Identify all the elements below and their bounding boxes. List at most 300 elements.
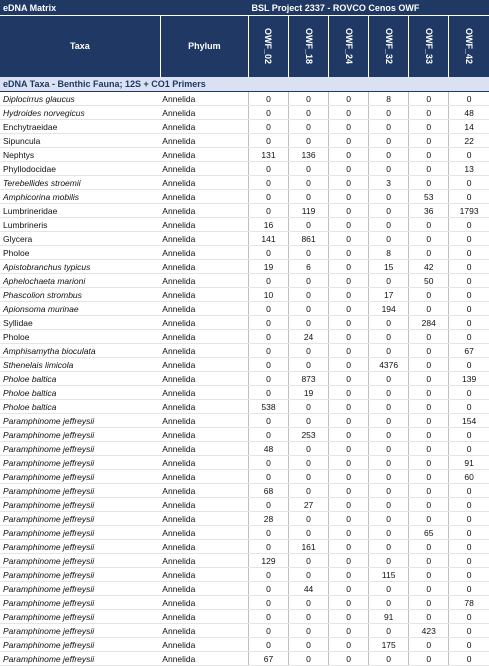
count-cell: 161 <box>289 540 329 554</box>
taxon-cell: Paramphinome jeffreysii <box>0 526 160 540</box>
taxon-cell: Paramphinome jeffreysii <box>0 442 160 456</box>
count-cell: 0 <box>329 526 369 540</box>
section-header-row <box>0 77 489 92</box>
count-cell: 0 <box>369 498 409 512</box>
table-row <box>0 610 489 624</box>
count-cell: 0 <box>329 652 369 666</box>
count-cell: 78 <box>449 596 489 610</box>
count-cell: 0 <box>409 386 449 400</box>
count-cell: 0 <box>409 232 449 246</box>
count-cell: 0 <box>409 92 449 106</box>
section-label: eDNA Taxa - Benthic Fauna; 12S + CO1 Primers <box>0 77 489 92</box>
count-cell: 0 <box>289 344 329 358</box>
table-row <box>0 568 489 582</box>
count-cell: 0 <box>329 610 369 624</box>
taxon-cell: Paramphinome jeffreysii <box>0 624 160 638</box>
count-cell: 0 <box>409 610 449 624</box>
count-cell: 0 <box>449 526 489 540</box>
count-cell: 0 <box>369 330 409 344</box>
count-cell: 0 <box>409 358 449 372</box>
count-cell: 0 <box>329 330 369 344</box>
phylum-cell: Annelida <box>160 568 248 582</box>
count-cell: 0 <box>329 316 369 330</box>
sample-column-header <box>449 16 489 77</box>
count-cell: 0 <box>248 624 288 638</box>
count-cell: 0 <box>329 442 369 456</box>
table-row <box>0 400 489 414</box>
count-cell: 67 <box>248 652 288 666</box>
count-cell: 0 <box>409 246 449 260</box>
count-cell: 0 <box>289 568 329 582</box>
table-row <box>0 470 489 484</box>
count-cell: 0 <box>409 554 449 568</box>
sample-label: OWF_32 <box>383 27 394 65</box>
taxon-cell: Glycera <box>0 232 160 246</box>
count-cell: 0 <box>369 148 409 162</box>
count-cell: 0 <box>409 344 449 358</box>
taxon-cell: Paramphinome jeffreysii <box>0 498 160 512</box>
column-header-row <box>0 16 489 77</box>
phylum-cell: Annelida <box>160 92 248 106</box>
table-row <box>0 484 489 498</box>
count-cell: 0 <box>409 106 449 120</box>
table-row <box>0 218 489 232</box>
count-cell: 0 <box>289 400 329 414</box>
count-cell: 0 <box>369 344 409 358</box>
table-row <box>0 456 489 470</box>
count-cell: 60 <box>449 470 489 484</box>
count-cell: 0 <box>289 358 329 372</box>
count-cell: 68 <box>248 484 288 498</box>
count-cell: 0 <box>409 568 449 582</box>
count-cell: 10 <box>248 288 288 302</box>
taxa-column-header: Taxa <box>0 16 160 77</box>
count-cell: 0 <box>449 274 489 288</box>
taxon-cell: Phascolion strombus <box>0 288 160 302</box>
count-cell: 0 <box>369 400 409 414</box>
table-row <box>0 498 489 512</box>
count-cell: 141 <box>248 232 288 246</box>
count-cell: 0 <box>409 456 449 470</box>
taxon-cell: Paramphinome jeffreysii <box>0 568 160 582</box>
count-cell: 0 <box>329 470 369 484</box>
count-cell: 0 <box>409 582 449 596</box>
count-cell: 0 <box>329 246 369 260</box>
count-cell: 0 <box>289 162 329 176</box>
count-cell: 0 <box>449 442 489 456</box>
phylum-cell: Annelida <box>160 470 248 484</box>
count-cell: 115 <box>369 568 409 582</box>
count-cell: 0 <box>449 358 489 372</box>
table-row <box>0 358 489 372</box>
count-cell: 0 <box>409 148 449 162</box>
table-row <box>0 190 489 204</box>
count-cell: 0 <box>409 442 449 456</box>
count-cell: 423 <box>409 624 449 638</box>
count-cell: 0 <box>289 512 329 526</box>
count-cell: 0 <box>329 484 369 498</box>
matrix-label: eDNA Matrix <box>0 0 248 16</box>
count-cell: 0 <box>449 148 489 162</box>
sample-label: OWF_24 <box>343 27 354 65</box>
sample-column-header <box>409 16 449 77</box>
count-cell: 0 <box>409 596 449 610</box>
count-cell: 0 <box>369 470 409 484</box>
count-cell: 0 <box>289 442 329 456</box>
phylum-cell: Annelida <box>160 582 248 596</box>
count-cell: 0 <box>289 638 329 652</box>
count-cell: 0 <box>409 120 449 134</box>
count-cell: 0 <box>449 498 489 512</box>
sample-column-header <box>369 16 409 77</box>
count-cell: 0 <box>248 274 288 288</box>
count-cell: 284 <box>409 316 449 330</box>
count-cell: 0 <box>409 540 449 554</box>
count-cell: 0 <box>409 470 449 484</box>
taxon-cell: Paramphinome jeffreysii <box>0 610 160 624</box>
count-cell: 0 <box>329 540 369 554</box>
table-row <box>0 260 489 274</box>
count-cell: 136 <box>289 148 329 162</box>
count-cell: 0 <box>329 358 369 372</box>
count-cell: 0 <box>248 428 288 442</box>
count-cell: 0 <box>248 596 288 610</box>
count-cell: 0 <box>409 134 449 148</box>
count-cell: 67 <box>449 344 489 358</box>
count-cell: 0 <box>409 330 449 344</box>
count-cell: 0 <box>248 162 288 176</box>
count-cell: 0 <box>289 302 329 316</box>
count-cell: 0 <box>409 428 449 442</box>
table-row <box>0 92 489 106</box>
count-cell: 91 <box>449 456 489 470</box>
phylum-cell: Annelida <box>160 386 248 400</box>
count-cell: 0 <box>369 190 409 204</box>
count-cell: 8 <box>369 246 409 260</box>
count-cell: 0 <box>248 638 288 652</box>
count-cell: 50 <box>409 274 449 288</box>
count-cell: 0 <box>329 162 369 176</box>
phylum-cell: Annelida <box>160 484 248 498</box>
count-cell: 6 <box>289 260 329 274</box>
phylum-cell: Annelida <box>160 554 248 568</box>
phylum-cell: Annelida <box>160 316 248 330</box>
count-cell: 0 <box>449 400 489 414</box>
count-cell: 0 <box>409 372 449 386</box>
phylum-cell: Annelida <box>160 442 248 456</box>
phylum-cell: Annelida <box>160 526 248 540</box>
count-cell: 0 <box>369 204 409 218</box>
count-cell: 0 <box>248 498 288 512</box>
count-cell: 0 <box>329 232 369 246</box>
count-cell: 0 <box>369 134 409 148</box>
taxon-cell: Paramphinome jeffreysii <box>0 540 160 554</box>
phylum-cell: Annelida <box>160 120 248 134</box>
taxon-cell: Pholoe baltica <box>0 400 160 414</box>
count-cell: 0 <box>248 92 288 106</box>
count-cell: 0 <box>369 582 409 596</box>
count-cell: 0 <box>329 134 369 148</box>
count-cell: 0 <box>369 386 409 400</box>
phylum-cell: Annelida <box>160 512 248 526</box>
taxon-cell: Lumbrineris <box>0 218 160 232</box>
count-cell: 0 <box>329 456 369 470</box>
count-cell: 0 <box>449 610 489 624</box>
count-cell: 131 <box>248 148 288 162</box>
table-row <box>0 204 489 218</box>
count-cell: 0 <box>248 176 288 190</box>
count-cell: 0 <box>248 190 288 204</box>
count-cell: 0 <box>289 134 329 148</box>
count-cell: 538 <box>248 400 288 414</box>
sample-label: OWF_18 <box>303 27 314 65</box>
count-cell: 0 <box>369 652 409 666</box>
count-cell: 0 <box>449 638 489 652</box>
count-cell: 0 <box>248 414 288 428</box>
table-row <box>0 386 489 400</box>
count-cell: 0 <box>329 274 369 288</box>
table-row <box>0 120 489 134</box>
phylum-cell: Annelida <box>160 428 248 442</box>
count-cell: 0 <box>329 302 369 316</box>
count-cell: 0 <box>289 288 329 302</box>
phylum-column-header: Phylum <box>160 16 248 77</box>
count-cell: 0 <box>369 428 409 442</box>
count-cell: 65 <box>409 526 449 540</box>
table-row <box>0 232 489 246</box>
table-row <box>0 582 489 596</box>
count-cell: 0 <box>449 232 489 246</box>
table-row <box>0 134 489 148</box>
phylum-cell: Annelida <box>160 456 248 470</box>
count-cell: 0 <box>289 484 329 498</box>
count-cell: 0 <box>449 302 489 316</box>
count-cell: 0 <box>449 582 489 596</box>
taxon-cell: Apistobranchus typicus <box>0 260 160 274</box>
table-row <box>0 442 489 456</box>
count-cell: 0 <box>289 274 329 288</box>
count-cell: 139 <box>449 372 489 386</box>
taxon-cell: Hydroides norvegicus <box>0 106 160 120</box>
taxon-cell: Paramphinome jeffreysii <box>0 428 160 442</box>
count-cell: 0 <box>449 624 489 638</box>
count-cell: 0 <box>369 274 409 288</box>
sample-column-header <box>329 16 369 77</box>
table-row <box>0 288 489 302</box>
count-cell: 0 <box>248 582 288 596</box>
count-cell: 0 <box>409 302 449 316</box>
count-cell: 0 <box>248 372 288 386</box>
phylum-cell: Annelida <box>160 638 248 652</box>
count-cell: 0 <box>289 624 329 638</box>
table-row <box>0 624 489 638</box>
count-cell: 0 <box>329 638 369 652</box>
count-cell: 0 <box>329 372 369 386</box>
count-cell: 0 <box>369 316 409 330</box>
count-cell: 0 <box>449 246 489 260</box>
count-cell: 0 <box>248 120 288 134</box>
phylum-cell: Annelida <box>160 134 248 148</box>
table-row <box>0 316 489 330</box>
data-rows <box>0 92 489 666</box>
count-cell: 119 <box>289 204 329 218</box>
taxon-cell: Paramphinome jeffreysii <box>0 414 160 428</box>
count-cell: 0 <box>369 442 409 456</box>
taxon-cell: Paramphinome jeffreysii <box>0 512 160 526</box>
count-cell: 0 <box>449 288 489 302</box>
phylum-cell: Annelida <box>160 302 248 316</box>
count-cell: 0 <box>449 484 489 498</box>
phylum-cell: Annelida <box>160 358 248 372</box>
count-cell: 0 <box>329 568 369 582</box>
count-cell: 91 <box>369 610 409 624</box>
count-cell: 0 <box>289 246 329 260</box>
phylum-cell: Annelida <box>160 204 248 218</box>
phylum-cell: Annelida <box>160 176 248 190</box>
count-cell: 0 <box>248 330 288 344</box>
taxon-cell: Nephtys <box>0 148 160 162</box>
count-cell: 873 <box>289 372 329 386</box>
count-cell: 3 <box>369 176 409 190</box>
count-cell: 0 <box>449 386 489 400</box>
count-cell: 13 <box>449 162 489 176</box>
count-cell: 253 <box>289 428 329 442</box>
table-row <box>0 414 489 428</box>
project-label: BSL Project 2337 - ROVCO Cenos OWF <box>248 0 489 16</box>
count-cell: 0 <box>248 470 288 484</box>
phylum-cell: Annelida <box>160 400 248 414</box>
count-cell: 0 <box>248 316 288 330</box>
count-cell: 4376 <box>369 358 409 372</box>
count-cell: 8 <box>369 92 409 106</box>
taxon-cell: Lumbrineridae <box>0 204 160 218</box>
table-row <box>0 540 489 554</box>
count-cell: 0 <box>449 428 489 442</box>
count-cell: 0 <box>329 386 369 400</box>
count-cell: 0 <box>369 624 409 638</box>
count-cell: 0 <box>449 218 489 232</box>
count-cell: 0 <box>329 582 369 596</box>
count-cell: 0 <box>329 190 369 204</box>
count-cell: 0 <box>369 232 409 246</box>
count-cell: 0 <box>329 498 369 512</box>
count-cell: 0 <box>409 484 449 498</box>
sample-label: OWF_42 <box>464 27 475 65</box>
count-cell: 0 <box>329 204 369 218</box>
table-row <box>0 246 489 260</box>
count-cell: 194 <box>369 302 409 316</box>
phylum-cell: Annelida <box>160 498 248 512</box>
taxon-cell: Pholoe baltica <box>0 386 160 400</box>
taxon-cell: Pholoe <box>0 246 160 260</box>
count-cell: 0 <box>329 428 369 442</box>
taxon-cell: Terebellides stroemii <box>0 176 160 190</box>
phylum-cell: Annelida <box>160 344 248 358</box>
count-cell: 0 <box>289 414 329 428</box>
phylum-cell: Annelida <box>160 106 248 120</box>
sample-label: OWF_02 <box>263 27 274 65</box>
table-row <box>0 148 489 162</box>
count-cell: 0 <box>329 400 369 414</box>
count-cell: 0 <box>409 512 449 526</box>
count-cell: 0 <box>329 512 369 526</box>
count-cell: 0 <box>369 484 409 498</box>
count-cell: 0 <box>329 554 369 568</box>
count-cell: 0 <box>409 638 449 652</box>
phylum-cell: Annelida <box>160 218 248 232</box>
table-row <box>0 596 489 610</box>
count-cell: 24 <box>289 330 329 344</box>
count-cell: 0 <box>329 260 369 274</box>
count-cell: 0 <box>409 176 449 190</box>
count-cell: 1793 <box>449 204 489 218</box>
count-cell: 0 <box>409 162 449 176</box>
count-cell: 0 <box>329 176 369 190</box>
table-row <box>0 652 489 666</box>
table-row <box>0 302 489 316</box>
count-cell: 22 <box>449 134 489 148</box>
taxon-cell: Amphicorina mobilis <box>0 190 160 204</box>
count-cell: 0 <box>449 540 489 554</box>
count-cell: 0 <box>289 456 329 470</box>
count-cell: 14 <box>449 120 489 134</box>
count-cell: 0 <box>329 120 369 134</box>
count-cell: 0 <box>248 134 288 148</box>
table-row <box>0 106 489 120</box>
count-cell: 0 <box>248 302 288 316</box>
phylum-cell: Annelida <box>160 162 248 176</box>
phylum-cell: Annelida <box>160 274 248 288</box>
taxon-cell: Paramphinome jeffreysii <box>0 484 160 498</box>
count-cell: 0 <box>329 92 369 106</box>
phylum-cell: Annelida <box>160 624 248 638</box>
count-cell: 0 <box>449 652 489 666</box>
count-cell: 0 <box>289 316 329 330</box>
table-row <box>0 176 489 190</box>
count-cell: 48 <box>449 106 489 120</box>
table-row <box>0 344 489 358</box>
count-cell: 0 <box>369 372 409 386</box>
count-cell: 36 <box>409 204 449 218</box>
count-cell: 0 <box>449 190 489 204</box>
phylum-cell: Annelida <box>160 540 248 554</box>
count-cell: 0 <box>329 106 369 120</box>
count-cell: 0 <box>369 596 409 610</box>
count-cell: 0 <box>449 568 489 582</box>
count-cell: 0 <box>248 386 288 400</box>
count-cell: 0 <box>289 470 329 484</box>
count-cell: 0 <box>289 176 329 190</box>
taxon-cell: Apionsoma murinae <box>0 302 160 316</box>
phylum-cell: Annelida <box>160 190 248 204</box>
count-cell: 0 <box>329 624 369 638</box>
table-row <box>0 330 489 344</box>
count-cell: 0 <box>449 554 489 568</box>
taxon-cell: Pholoe <box>0 330 160 344</box>
count-cell: 0 <box>369 512 409 526</box>
count-cell: 0 <box>248 568 288 582</box>
phylum-cell: Annelida <box>160 596 248 610</box>
count-cell: 0 <box>409 652 449 666</box>
count-cell: 0 <box>369 540 409 554</box>
count-cell: 0 <box>289 596 329 610</box>
count-cell: 48 <box>248 442 288 456</box>
phylum-cell: Annelida <box>160 260 248 274</box>
count-cell: 0 <box>248 204 288 218</box>
count-cell: 0 <box>289 218 329 232</box>
count-cell: 0 <box>369 120 409 134</box>
table-row <box>0 526 489 540</box>
